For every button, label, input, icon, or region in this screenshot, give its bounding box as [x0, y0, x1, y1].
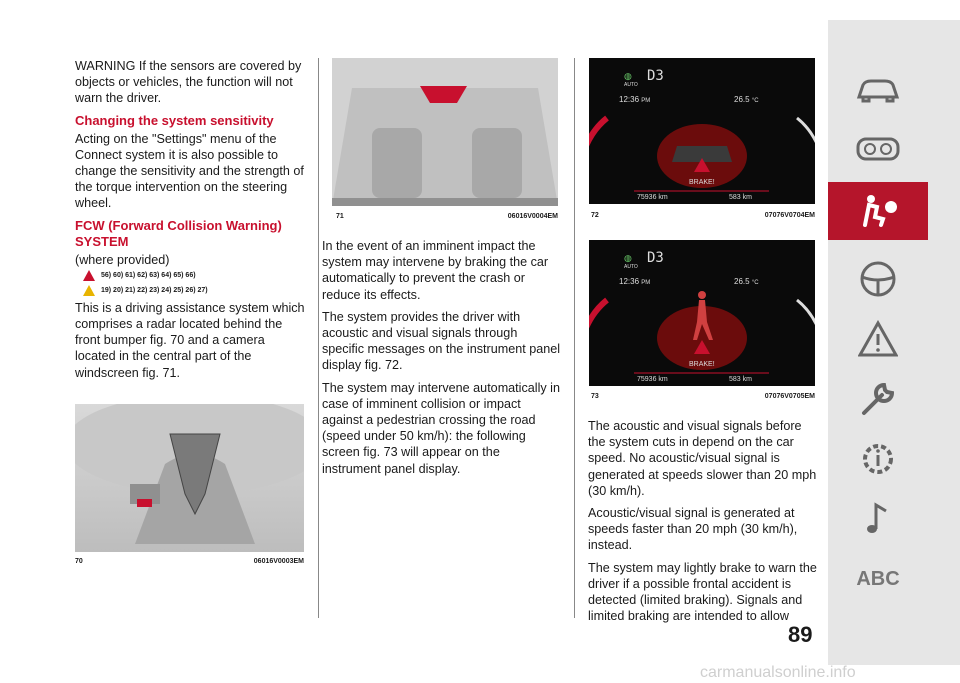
- car-icon: [855, 73, 901, 105]
- middle-paragraph-2: The system provides the driver with acoustic and visual signals through specific messages on the instrument panel display fig. 72.: [322, 309, 561, 373]
- watermark: carmanualsonline.info: [700, 664, 856, 681]
- dash72-range: 583: [729, 194, 741, 201]
- right-column: [588, 418, 818, 630]
- dash72-odo-group: [637, 194, 668, 201]
- column-divider-2: [574, 58, 575, 618]
- dash72-time: 12:36: [619, 95, 640, 104]
- auto-headlight-icon-73: ◍: [624, 253, 632, 263]
- dash73-odo: 75936: [637, 376, 657, 383]
- fig72-code: 07076V0704EM: [764, 212, 815, 219]
- heading-sensitivity: Changing the system sensitivity: [75, 112, 274, 128]
- music-note-icon: [858, 499, 898, 539]
- fig70-number: 70: [75, 558, 83, 565]
- warning-refs-yellow: [83, 285, 305, 296]
- dash72-range-group: [729, 194, 752, 201]
- sensitivity-text: Acting on the "Settings" menu of the Connect system it is also possible to change the sensitivity and the strength of the torque intervention on the steering wheel.: [75, 131, 304, 211]
- fig71-caption: [336, 213, 558, 220]
- column-divider-1: [318, 58, 319, 618]
- heading-fcw: FCW (Forward Collision Warning) SYSTEM: [75, 217, 282, 249]
- middle-paragraph-1: In the event of an imminent impact the system may intervene by braking the car automatically to prevent the crash or reduce its effects.: [322, 239, 549, 302]
- pedestrian-head: [698, 291, 706, 299]
- right-paragraph-3: The system may lightly brake to warn the driver if a possible frontal accident is detected (limited braking). Signals and limited braking are intended to allow: [588, 560, 817, 624]
- fig72-caption: [591, 212, 815, 219]
- dash73-pm: PM: [641, 280, 651, 286]
- warning-refs-red: [83, 270, 305, 281]
- sidebar-item-safety[interactable]: [828, 182, 928, 240]
- radar-highlight: [137, 499, 152, 507]
- airbag-safety-icon: [855, 191, 901, 231]
- fig72-number: 72: [591, 212, 599, 219]
- red-warning-icon: [83, 270, 95, 281]
- chapter-sidebar: [828, 20, 960, 665]
- dash73-time-group: [619, 277, 650, 286]
- dash73-gear: D3: [647, 250, 664, 266]
- yellow-refs-text: 19) 20) 21) 22) 23) 24) 25) 26) 27): [101, 286, 208, 294]
- sidebar-item-instruments[interactable]: [828, 120, 928, 178]
- where-provided: (where provided): [75, 252, 170, 267]
- middle-paragraph-3: The system may intervene automatically in case of imminent collision or impact against a pedestrian crossing the road (speed under 50 km/h): the following screen fig. 73 will appear on the instrument panel display.: [322, 380, 560, 476]
- fig73-number: 73: [591, 393, 599, 400]
- warning-triangle-icon: [858, 320, 898, 358]
- right-paragraph-1: The acoustic and visual signals before the system cuts in depend on the car speed. No acoustic/visual signal is generated at speeds slower than 20 mph (30 km/h).: [588, 419, 817, 498]
- dash73-brake: BRAKE!: [689, 361, 715, 368]
- dash72-gear: D3: [647, 68, 664, 84]
- right-paragraph-2: Acoustic/visual signal is generated at speeds faster than 20 mph (30 km/h), instead.: [588, 506, 798, 553]
- sidebar-item-emergency[interactable]: [828, 310, 928, 368]
- dash73-odo-group: [637, 376, 668, 383]
- left-column: [75, 58, 305, 387]
- figure-72-dashboard-brake: [589, 58, 815, 204]
- wrench-icon: [858, 379, 898, 419]
- page-number: 89: [788, 622, 813, 647]
- fig70-caption: [75, 558, 304, 565]
- fig70-code: 06016V0003EM: [253, 558, 304, 565]
- instrument-cluster-icon: [855, 133, 901, 165]
- dash73-auto: AUTO: [624, 264, 638, 270]
- sidebar-item-dashboard[interactable]: [828, 60, 928, 118]
- windscreen-illustration: [332, 58, 558, 206]
- sidebar-item-driving[interactable]: [828, 250, 928, 308]
- fcw-text: This is a driving assistance system which comprises a radar located behind the front bumper fig. 70 and a camera located in the central part of the windscreen fig. 71.: [75, 300, 305, 380]
- fig71-code: 06016V0004EM: [507, 213, 558, 220]
- dash72-pm: PM: [641, 98, 651, 104]
- dash72-time-group: [619, 95, 650, 104]
- sidebar-item-technical-data[interactable]: [828, 430, 928, 488]
- figure-73-dashboard-pedestrian: [589, 240, 815, 386]
- dash73-temp-group: [734, 277, 759, 286]
- dash72-odo-unit: km: [658, 194, 668, 201]
- dash73-temp-unit: °C: [751, 280, 759, 286]
- dash73-range: 583: [729, 376, 741, 383]
- steering-wheel-icon: [858, 259, 898, 299]
- gear-info-icon: [858, 439, 898, 479]
- dash72-temp: 26.5: [734, 95, 750, 104]
- auto-headlight-icon: ◍: [624, 71, 632, 81]
- figure-70-car-front: [75, 404, 304, 552]
- sidebar-item-maintenance[interactable]: [828, 370, 928, 428]
- dash72-temp-group: [734, 95, 759, 104]
- dash72-odo: 75936: [637, 194, 657, 201]
- fig73-code: 07076V0705EM: [764, 393, 815, 400]
- dash73-temp: 26.5: [734, 277, 750, 286]
- dash72-temp-unit: °C: [751, 98, 759, 104]
- dash73-time: 12:36: [619, 277, 640, 286]
- dash73-odo-unit: km: [658, 376, 668, 383]
- yellow-warning-icon: [83, 285, 95, 296]
- dash72-range-unit: km: [742, 194, 752, 201]
- dash73-range-unit: km: [742, 376, 752, 383]
- dash73-range-group: [729, 376, 752, 383]
- fig71-number: 71: [336, 213, 344, 220]
- sidebar-item-multimedia[interactable]: [828, 490, 928, 548]
- figure-71-windscreen: [332, 58, 558, 206]
- car-front-illustration: [75, 404, 304, 552]
- red-refs-text: 56) 60) 61) 62) 63) 64) 65) 66): [101, 271, 196, 279]
- middle-column: [322, 238, 562, 483]
- warning-text: WARNING If the sensors are covered by objects or vehicles, the function will not warn the driver.: [75, 59, 302, 106]
- fig73-caption: [591, 393, 815, 400]
- sidebar-item-index[interactable]: ABC: [856, 567, 900, 590]
- dash72-auto: AUTO: [624, 82, 638, 88]
- dash72-brake: BRAKE!: [689, 179, 715, 186]
